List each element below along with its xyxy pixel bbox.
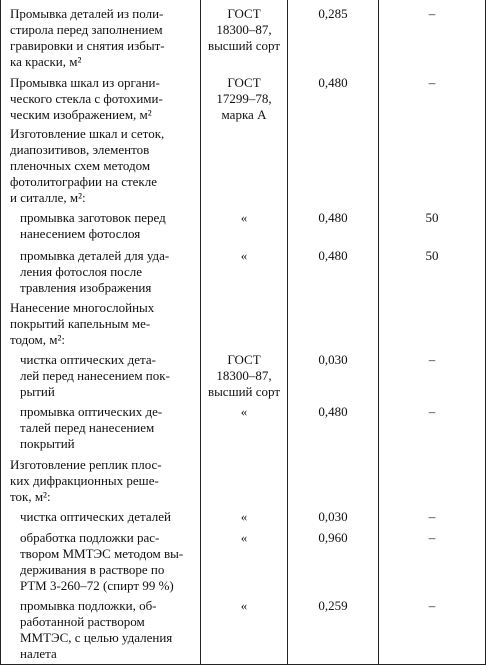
row-standard: «: [240, 509, 248, 524]
row-standard: «: [240, 248, 248, 263]
row-value: 0,030: [318, 352, 348, 367]
row-value: 0,030: [318, 509, 348, 524]
row-description: обработка подложки рас- твором ММТЭС методом вы- держивания в растворе по РТМ 3-260–72 (спирт 99 %): [20, 530, 184, 593]
row-description: промывка деталей для уда- ления фотослоя после травления изображения: [20, 248, 170, 295]
row-value: 0,480: [318, 75, 348, 90]
row-value: 0,285: [318, 6, 348, 21]
row-standard: ГОСТ 18300–87, высший сорт: [207, 6, 281, 53]
row-limit: 50: [425, 210, 439, 225]
row-limit: –: [428, 598, 436, 613]
row-value: 0,480: [318, 404, 348, 419]
table-border-left: [0, 0, 1, 665]
section-heading: Нанесение многослойных покрытий капельным ме- тодом, м²:: [10, 300, 155, 347]
row-standard: «: [240, 530, 248, 545]
row-description: промывка заготовок перед нанесением фотослоя: [20, 210, 166, 241]
row-description: чистка оптических дета- лей перед нанесением пок- рытий: [20, 352, 170, 399]
column-divider-3: [378, 0, 379, 665]
row-description: Промывка деталей из поли- стирола перед заполнением гравировки и снятия избыт- ка краски, м²: [10, 6, 165, 69]
row-standard: «: [240, 210, 248, 225]
row-value: 0,960: [318, 530, 348, 545]
row-description: промывка оптических де- талей перед нанесением покрытий: [20, 404, 163, 451]
row-standard: ГОСТ 17299–78, марка А: [216, 75, 272, 122]
column-divider-2: [287, 0, 288, 665]
row-value: 0,259: [318, 598, 348, 613]
row-limit: –: [428, 530, 436, 545]
row-value: 0,480: [318, 248, 348, 263]
row-description: Промывка шкал из органи- ческого стекла с фотохими- ческим изображением, м²: [10, 75, 163, 122]
row-standard: «: [240, 404, 248, 419]
row-standard: «: [240, 598, 248, 613]
row-limit: –: [428, 75, 436, 90]
row-limit: –: [428, 404, 436, 419]
row-limit: 50: [425, 248, 439, 263]
row-description: промывка подложки, об- работанной раствором ММТЭС, с целью удаления налета: [20, 598, 173, 661]
row-limit: –: [428, 509, 436, 524]
row-standard: ГОСТ 18300–87, высший сорт: [207, 352, 281, 399]
row-value: 0,480: [318, 210, 348, 225]
row-description: чистка оптических деталей: [20, 509, 171, 524]
section-heading: Изготовление реплик плос- ких дифракционных реше- ток, м²:: [10, 457, 162, 504]
row-limit: –: [428, 6, 436, 21]
section-heading: Изготовление шкал и сеток, диапозитивов, элементов пленочных схем методом фотолитографии на стекле и ситалле, м²:: [10, 126, 165, 205]
row-limit: –: [428, 352, 436, 367]
